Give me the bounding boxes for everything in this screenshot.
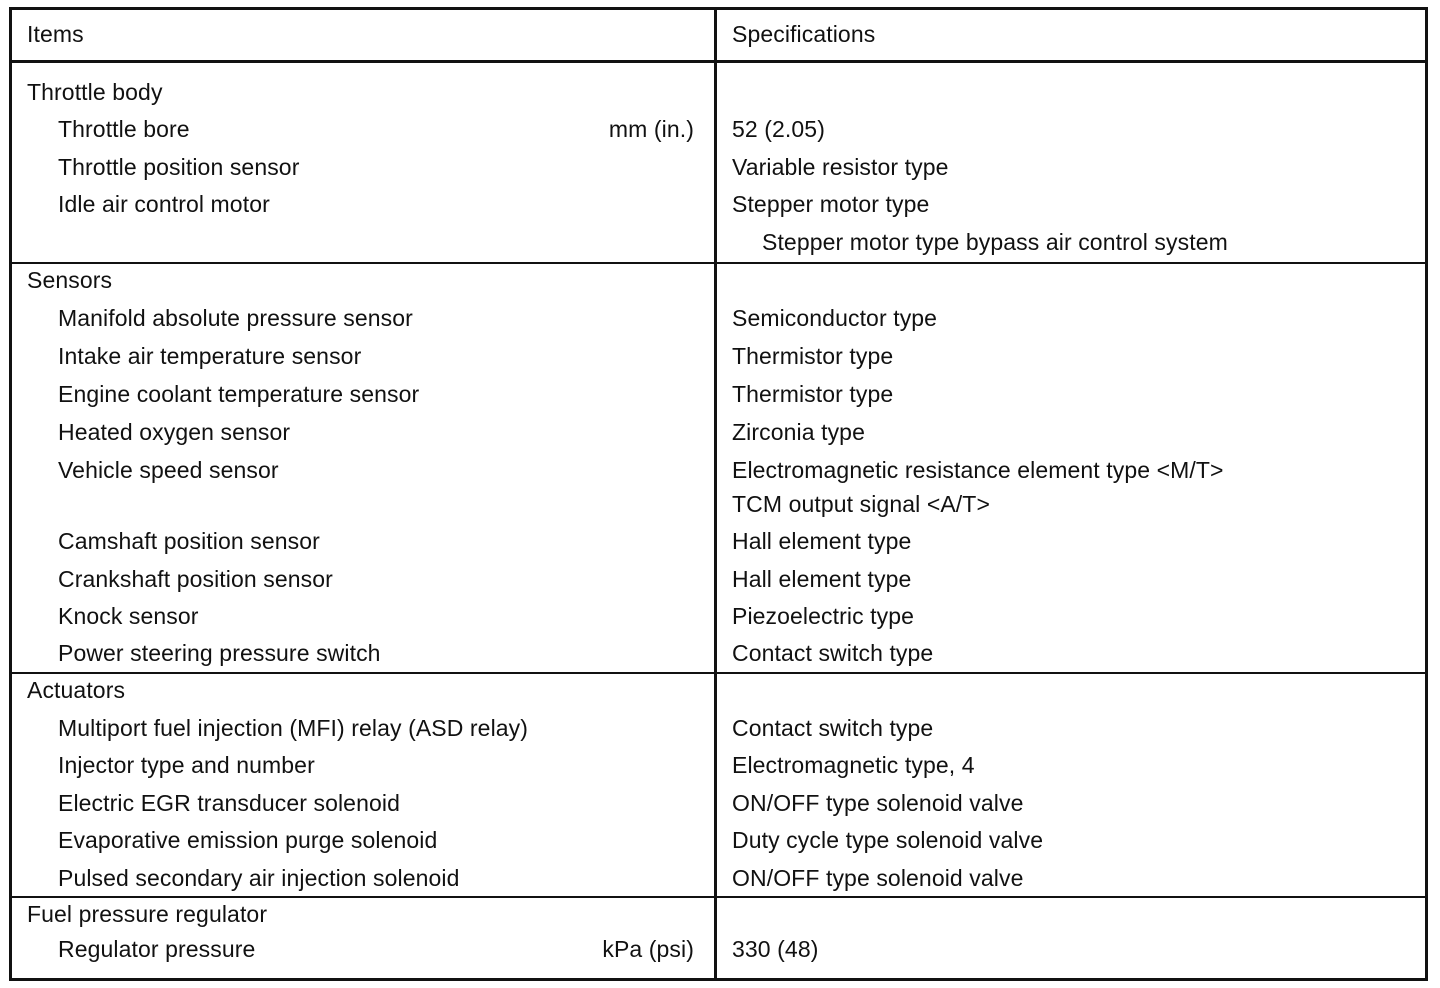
header-items: Items <box>27 21 84 47</box>
section-divider <box>9 896 1428 898</box>
item-label: Camshaft position sensor <box>58 528 320 554</box>
item-label: Idle air control motor <box>58 191 270 217</box>
spec-value: Semiconductor type <box>732 305 938 331</box>
item-label: Pulsed secondary air injection solenoid <box>58 865 460 891</box>
spec-value: Duty cycle type solenoid valve <box>732 827 1044 853</box>
item-label: Manifold absolute pressure sensor <box>58 305 413 331</box>
spec-value: 330 (48) <box>732 936 819 962</box>
spec-value: Contact switch type <box>732 715 934 741</box>
item-label: Crankshaft position sensor <box>58 566 333 592</box>
section-title: Actuators <box>27 677 126 703</box>
item-unit: kPa (psi) <box>602 936 694 962</box>
spec-value: 52 (2.05) <box>732 116 825 142</box>
spec-value: Contact switch type <box>732 640 934 666</box>
spec-value: Stepper motor type <box>732 191 930 217</box>
spec-value: Piezoelectric type <box>732 603 915 629</box>
item-label: Evaporative emission purge solenoid <box>58 827 438 853</box>
spec-value: Zirconia type <box>732 419 865 445</box>
item-label: Throttle bore <box>58 116 190 142</box>
item-label: Knock sensor <box>58 603 199 629</box>
spec-value: Variable resistor type <box>732 154 949 180</box>
spec-value: ON/OFF type solenoid valve <box>732 865 1024 891</box>
header-divider <box>9 60 1428 63</box>
column-divider <box>714 7 717 981</box>
item-label: Intake air temperature sensor <box>58 343 362 369</box>
spec-value: Electromagnetic type, 4 <box>732 752 975 778</box>
item-label: Injector type and number <box>58 752 315 778</box>
item-label: Regulator pressure <box>58 936 256 962</box>
section-title: Fuel pressure regulator <box>27 901 268 927</box>
spec-value: Hall element type <box>732 566 912 592</box>
header-specifications: Specifications <box>732 21 876 47</box>
spec-value: Electromagnetic resistance element type <M/T> <box>732 457 1224 483</box>
item-label: Power steering pressure switch <box>58 640 381 666</box>
item-label: Vehicle speed sensor <box>58 457 279 483</box>
item-label: Heated oxygen sensor <box>58 419 291 445</box>
section-divider <box>9 672 1428 674</box>
item-label: Engine coolant temperature sensor <box>58 381 420 407</box>
section-divider <box>9 262 1428 264</box>
spec-value: Thermistor type <box>732 381 894 407</box>
item-label: Electric EGR transducer solenoid <box>58 790 400 816</box>
spec-value: Hall element type <box>732 528 912 554</box>
spec-value: ON/OFF type solenoid valve <box>732 790 1024 816</box>
spec-subvalue: Stepper motor type bypass air control system <box>762 229 1228 255</box>
section-title: Throttle body <box>27 79 163 105</box>
item-label: Throttle position sensor <box>58 154 300 180</box>
spec-value: Thermistor type <box>732 343 894 369</box>
spec-subvalue: TCM output signal <A/T> <box>732 491 990 517</box>
item-label: Multiport fuel injection (MFI) relay (ASD relay) <box>58 715 529 741</box>
section-title: Sensors <box>27 267 113 293</box>
item-unit: mm (in.) <box>608 116 694 142</box>
